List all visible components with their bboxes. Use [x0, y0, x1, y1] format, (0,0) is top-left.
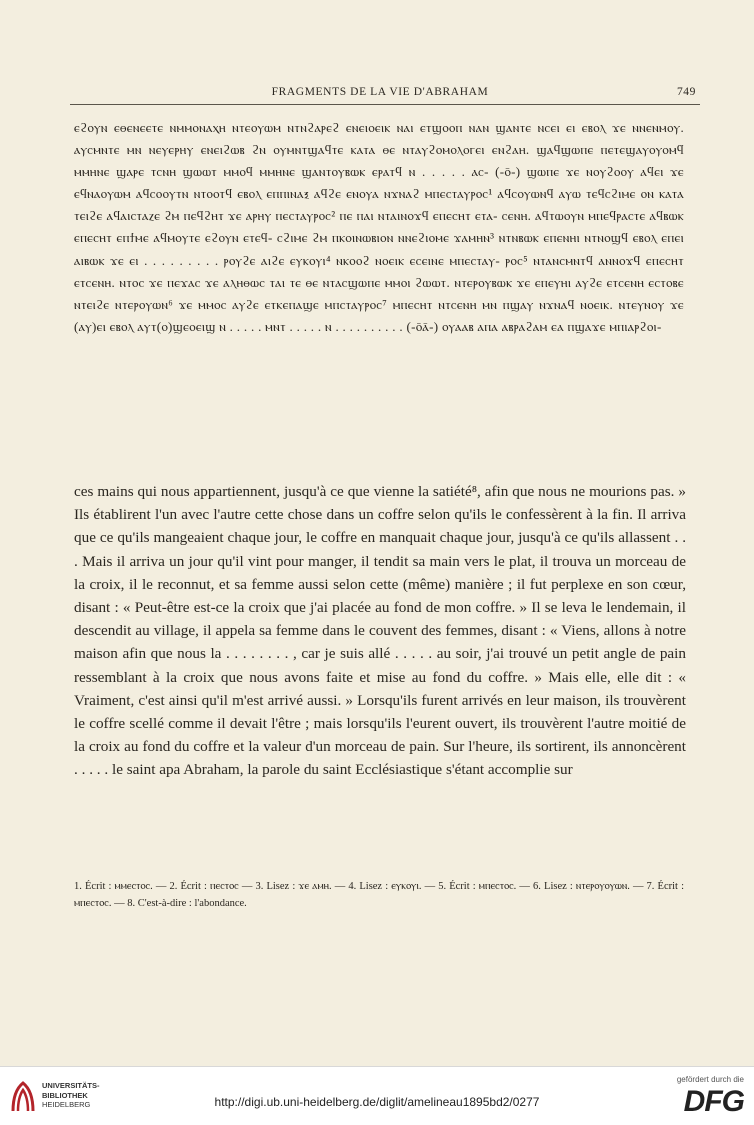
footnotes-block — [74, 878, 684, 912]
french-paragraph: ces mains qui nous appartiennent, jusqu'à ce que vienne la satiété⁸, afin que nous ne mourions pas. » Ils établirent l'un avec l'autre cette chose dans un coffre selon qu'ils le confessèrent à la fin. Il arriva que ce qu'ils mangeaient chaque jour, le coffre en manquait chaque jour, jusqu'à ce qu'ils allassent . . . Mais il arriva un jour qu'il vint pour manger, il tendit sa main vers le plat, il trouva un morceau de la croix, il le reconnut, et sa femme aussi selon cette (même) manière ; il fut perplexe en son cœur, disant : « Peut-être est-ce la croix que j'ai placée au fond de mon coffre. » Il se leva le lendemain, il descendit au village, il appela sa femme dans le couvent des femmes, disant : « Viens, allons à notre maison afin que nous la . . . . . . . . , car je suis allé . . . . . au soir, j'ai trouvé un petit angle de pain ressemblant à la croix que nous avons faite et mise au fond du coffre. » Mais elle, elle dit : « Vraiment, c'est ainsi qu'il m'est arrivé aussi. » Lorsqu'ils furent arrivés en leur maison, ils trouvèrent le coffre scellé comme il devait l'être ; mais lorsqu'ils l'eurent ouvert, ils trouvèrent l'autre moitié de la croix au fond du coffre et la valeur d'un morceau de pain. Sur l'heure, ils sortirent, ils annoncèrent . . . . . le saint apa Abraham, la parole du saint Ecclésiastique s'étant accomplie sur — [74, 483, 686, 779]
university-line-1: UNIVERSITÄTS- — [42, 1081, 100, 1090]
permalink-url[interactable]: http://digi.ub.uni-heidelberg.de/diglit/amelineau1895bd2/0277 — [214, 1095, 540, 1109]
french-translation-block — [74, 480, 686, 782]
coptic-paragraph: ⲉϩⲟⲩⲛ ⲉⲑⲉⲛⲉⲉⲧⲉ ⲛⲙⲙⲟⲛⲁⲭⲏ ⲛⲧⲉⲟⲩⲱⲙ ⲛⲧⲛϩⲁⲣⲉϩ ⲉⲛⲉⲓⲟⲉⲓⲕ ⲛⲁⲓ ⲉⲧϣⲟⲟⲡ ⲛⲁⲛ ϣⲁⲛⲧⲉ ⲛⲥⲉⲓ ⲉⲓ ⲉⲃⲟⲗ ϫⲉ ⲛⲛⲉⲛⲙⲟⲩ. ⲁⲩⲥⲙⲛⲧⲉ ⲙⲛ ⲛⲉⲩⲉⲣⲏⲩ ⲉⲛⲉⲓϩⲱⲃ ϩⲛ ⲟⲩⲙⲛⲧϣⲁϥⲧⲉ ⲕⲁⲧⲁ ⲑⲉ ⲛⲧⲁⲩϩⲟⲙⲟⲗⲟⲅⲉⲓ ⲉⲛϩⲁⲏ. ϣⲁϥϣⲱⲡⲉ ⲡⲉⲧⲉϣⲁⲩⲟⲩⲟⲙϥ ⲙⲙⲏⲛⲉ ϣⲁⲣⲉ ⲧⲥⲛⲏ ϣⲱⲱⲧ ⲙⲙⲟϥ ⲙⲙⲏⲛⲉ ϣⲁⲛⲧⲟⲩⲃⲱⲕ ⲉⲣⲁⲧϥ ⲛ . . . . . ⲁⲥ- (-ⲟ̄-) ϣⲱⲡⲉ ϫⲉ ⲛⲟⲩϩⲟⲟⲩ ⲁϥⲉⲓ ϫⲉ ⲉϥⲛⲁⲟⲩⲱⲙ ⲁϥⲥⲟⲟⲩⲧⲛ ⲛⲧⲟⲟⲧϥ ⲉⲃⲟⲗ ⲉⲡⲡⲓⲛⲁⲝ ⲁϥϩⲉ ⲉⲛⲟⲩⲁ ⲛϫⲛⲁϩ ⲙⲡⲉⲥⲧⲁⲩⲣⲟⲥ¹ ⲁϥⲥⲟⲩⲱⲛϥ ⲁⲩⲱ ⲧⲉϥⲥϩⲓⲙⲉ ⲟⲛ ⲕⲁⲧⲁ ⲧⲉⲓϩⲉ ⲁϥⲁⲓⲥⲧⲁⲍⲉ ϩⲙ ⲡⲉϥϩⲏⲧ ϫⲉ ⲁⲣⲏⲩ ⲡⲉⲥⲧⲁⲩⲣⲟⲥ² ⲡⲉ ⲡⲁⲓ ⲛⲧⲁⲓⲛⲟϫϥ ⲉⲡⲉⲥⲏⲧ ⲉⲧⲁ- ⲥⲉⲛⲏ. ⲁϥⲧⲱⲟⲩⲛ ⲙⲡⲉϥⲣⲁⲥⲧⲉ ⲁϥⲃⲱⲕ ⲉⲡⲉⲥⲏⲧ ⲉⲡϯⲙⲉ ⲁϥⲙⲟⲩⲧⲉ ⲉϩⲟⲩⲛ ⲉⲧⲉϥ- ⲥϩⲓⲙⲉ ϩⲙ ⲡⲕⲟⲓⲛⲱⲃⲓⲟⲛ ⲛⲛⲉϩⲓⲟⲙⲉ ϫⲁⲙⲏⲛ³ ⲛⲧⲛⲃⲱⲕ ⲉⲡⲉⲛⲏⲓ ⲛⲧⲛⲟϣϥ ⲉⲃⲟⲗ ⲉⲡⲉⲓ ⲁⲓⲃⲱⲕ ϫⲉ ⲉⲓ . . . . . . . . . ⲣⲟⲩϩⲉ ⲁⲓϩⲉ ⲉⲩⲕⲟⲩⲓ⁴ ⲛⲕⲟⲟϩ ⲛⲟⲉⲓⲕ ⲉⲥⲉⲓⲛⲉ ⲙⲡⲉⲥⲧⲁⲩ- ⲣⲟⲥ⁵ ⲛⲧⲁⲛⲥⲙⲛⲧϥ ⲁⲛⲛⲟϫϥ ⲉⲡⲉⲥⲏⲧ ⲉⲧⲥⲉⲛⲏ. ⲛⲧⲟⲥ ϫⲉ ⲡⲉϫⲁⲥ ϫⲉ ⲁⲗⲏⲑⲱⲥ ⲧⲁⲓ ⲧⲉ ⲑⲉ ⲛⲧⲁⲥϣⲱⲡⲉ ⲙⲙⲟⲓ ϩⲱⲱⲧ. ⲛⲧⲉⲣⲟⲩⲃⲱⲕ ϫⲉ ⲉⲡⲉⲩⲏⲓ ⲁⲩϩⲉ ⲉⲧⲥⲉⲛⲏ ⲉⲥⲧⲟⲃⲉ ⲛⲧⲉⲓϩⲉ ⲛⲧⲉⲣⲟⲩⲱⲛ⁶ ϫⲉ ⲙⲙⲟⲥ ⲁⲩϩⲉ ⲉⲧⲕⲉⲡⲁϣⲉ ⲙⲡⲥⲧⲁⲩⲣⲟⲥ⁷ ⲙⲡⲉⲥⲏⲧ ⲛⲧⲥⲉⲛⲏ ⲙⲛ ⲡϣⲁⲩ ⲛϫⲛⲁϥ ⲛⲟⲉⲓⲕ. ⲛⲧⲉⲩⲛⲟⲩ ϫⲉ (ⲁⲩ)ⲉⲓ ⲉⲃⲟⲗ ⲁⲩⲧ(ⲟ)ϣⲉⲟⲉⲓϣ ⲛ . . . . . ⲙⲛⲧ . . . . . ⲛ . . . . . . . . . . (-ⲟ̄ⲁ̄-) ⲟⲩⲁⲁⲃ ⲁⲡⲁ ⲁⲃⲣⲁϩⲁⲙ ⲉⲁ ⲡϣⲁϫⲉ ⲙⲡⲓⲁⲣϩⲟⲓ- — [74, 120, 684, 334]
footnotes-text: 1. Écrit : ⲙⲙⲉⲥⲧⲟⲥ. — 2. Écrit : ⲡⲉⲥⲧⲟⲥ — 3. Lisez : ϫⲉ ⲁⲙⲏ. — 4. Lisez : ⲉⲩⲕⲟⲩⲓ. — 5. Écrit : ⲙⲡⲉⲥⲧⲟⲥ. — 6. Lisez : ⲛⲧⲉⲣⲟⲩⲟⲩⲱⲛ. — 7. Écrit : ⲙⲡⲉⲥⲧⲟⲥ. — 8. C'est-à-dire : l'abondance. — [74, 881, 684, 909]
university-line-3: HEIDELBERG — [42, 1100, 91, 1109]
header-rule — [70, 104, 700, 105]
running-header — [70, 86, 696, 104]
coptic-text-block — [74, 117, 684, 338]
page-number: 749 — [676, 86, 696, 98]
running-title: FRAGMENTS DE LA VIE D'ABRAHAM — [271, 86, 489, 98]
university-line-2: BIBLIOTHEK — [42, 1090, 88, 1100]
viewer-footer — [0, 1066, 754, 1125]
dfg-logo: DFG — [683, 1085, 744, 1118]
funded-by-label: gefördert durch die — [676, 1075, 744, 1084]
